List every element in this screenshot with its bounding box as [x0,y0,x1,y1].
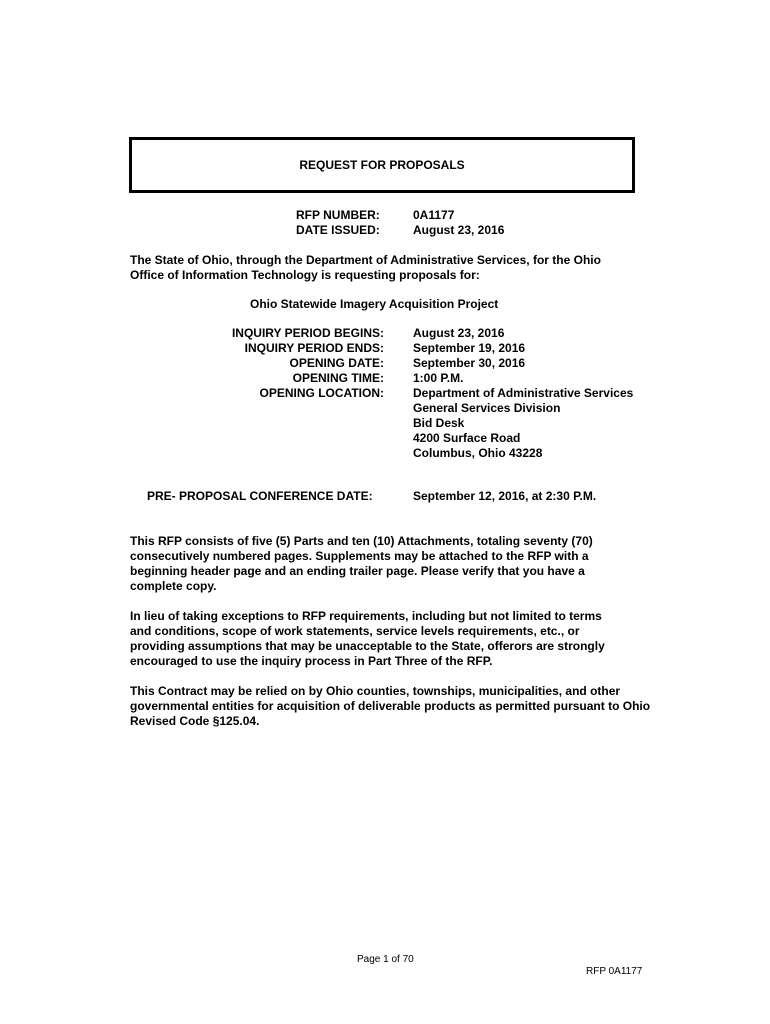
paragraph-2-line: In lieu of taking exceptions to RFP requirements, including but not limited to terms [130,609,602,623]
opening-location-line: Department of Administrative Services [413,386,634,400]
paragraph-1-line: beginning header page and an ending trailer page. Please verify that you have a [130,564,585,578]
opening-date-value: September 30, 2016 [413,356,526,370]
page-number: Page 1 of 70 [357,954,414,965]
inquiry-ends-value: September 19, 2016 [413,341,526,355]
opening-location-line: 4200 Surface Road [413,431,521,445]
inquiry-ends-label: INQUIRY PERIOD ENDS: [244,341,384,355]
paragraph-3-line: governmental entities for acquisition of deliverable products as permitted pursuant to Ohio [130,699,651,713]
opening-time-label: OPENING TIME: [292,371,384,385]
paragraph-1-line: consecutively numbered pages. Supplements may be attached to the RFP with a [130,549,589,563]
project-name: Ohio Statewide Imagery Acquisition Project [250,297,499,311]
paragraph-2-line: providing assumptions that may be unacceptable to the State, offerors are strongly [130,639,605,653]
opening-date-label: OPENING DATE: [289,356,384,370]
document-title: REQUEST FOR PROPOSALS [299,157,465,172]
date-issued-value: August 23, 2016 [413,223,505,237]
paragraph-2-line: encouraged to use the inquiry process in Part Three of the RFP. [130,654,493,668]
title-box [129,137,635,193]
paragraph-3-line: Revised Code §125.04. [130,714,260,728]
opening-location-label: OPENING LOCATION: [259,386,384,400]
paragraph-1-line: This RFP consists of five (5) Parts and ten (10) Attachments, totaling seventy (70) [130,534,593,548]
opening-time-value: 1:00 P.M. [413,371,464,385]
paragraph-2-line: and conditions, scope of work statements, service levels requirements, etc., or [130,624,580,638]
intro-line-1: The State of Ohio, through the Department of Administrative Services, for the Ohio [130,253,601,267]
opening-location-line: Bid Desk [413,416,465,430]
paragraph-3-line: This Contract may be relied on by Ohio counties, townships, municipalities, and other [130,684,621,698]
opening-location-line: Columbus, Ohio 43228 [413,446,543,460]
rfp-number-label: RFP NUMBER: [296,208,380,222]
date-issued-label: DATE ISSUED: [296,223,380,237]
footer-doc-id: RFP 0A1177 [586,966,643,977]
rfp-number-value: 0A1177 [413,208,455,222]
inquiry-begins-value: August 23, 2016 [413,326,505,340]
intro-line-2: Office of Information Technology is requesting proposals for: [130,268,480,282]
opening-location-line: General Services Division [413,401,561,415]
conference-value: September 12, 2016, at 2:30 P.M. [413,489,597,503]
inquiry-begins-label: INQUIRY PERIOD BEGINS: [231,326,384,340]
paragraph-1-line: complete copy. [130,579,217,593]
conference-label: PRE- PROPOSAL CONFERENCE DATE: [147,489,373,503]
